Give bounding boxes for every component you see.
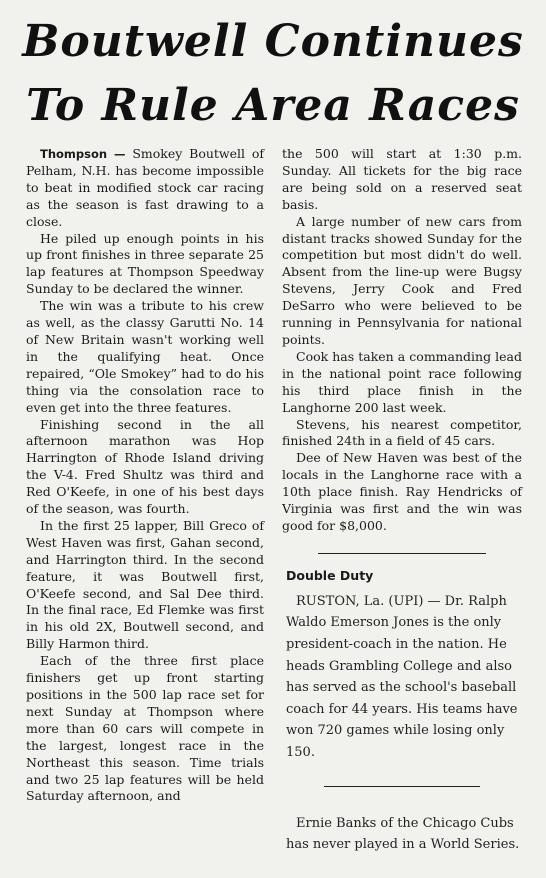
article-paragraph-2: He piled up enough points in his up front finishes in three separate 25 lap features at Thompson Speedway Sunday to be declared the winner. — [26, 230, 264, 297]
article-paragraph-8: A large number of new cars from distant tracks showed Sunday for the competition but most didn't do well. Absent from the line-up were Bugsy Stevens, Jerry Cook and Fred DeSarro who were believed to be running in Pennsylvania for national points. — [282, 213, 522, 347]
left-column — [26, 146, 264, 805]
article-paragraph-6: Each of the three first place finishers get up front starting positions in the 500 lap race set for next Sunday at Thompson where more than 60 cars will compete in the largest, longest race in the Northeast this season. Time trials and two 25 lap features will be held Saturday afternoon, and — [26, 653, 264, 804]
paragraph-text: Smokey Boutwell of Pelham, N.H. has become impossible to beat in modified stock car racing as the season is fast drawing to a close. — [26, 146, 265, 229]
article-paragraph-1 — [26, 146, 264, 231]
banks-note: Ernie Banks of the Chicago Cubs has never played in a World Series. — [286, 815, 520, 853]
article-paragraph-9: Cook has taken a commanding lead in the national point race following his third place finish in the Langhorne 200 last week. — [282, 348, 522, 415]
double-duty-body: RUSTON, La. (UPI) — Dr. Ralph Waldo Emerson Jones is the only president-coach in the nation. He heads Grambling College and also has served as the school's baseball coach for 44 years. His teams have won 720 games while losing only 150. — [286, 593, 518, 760]
article-paragraph-10: Stevens, his nearest competitor, finished 24th in a field of 45 cars. — [282, 416, 522, 449]
article-paragraph-4: Finishing second in the all afternoon marathon was Hop Harrington of Rhode Island driving the V-4. Fred Shultz was third and Red O'Keefe, in one of his best days of the season, was fourth. — [26, 416, 264, 517]
article-paragraph-7: the 500 will start at 1:30 p.m. Sunday. All tickets for the big race are being sold on a reserved seat basis. — [282, 146, 522, 212]
headline-line-2: To Rule Area Races — [26, 80, 520, 131]
headline — [0, 10, 546, 138]
dateline: Thompson — — [40, 147, 133, 161]
headline-line-1: Boutwell Continues — [22, 16, 524, 67]
right-column — [282, 146, 522, 856]
article-paragraph-5: In the first 25 lapper, Bill Greco of West Haven was first, Gahan second, and Harrington third. In the second feature, it was Boutwell first, O'Keefe second, and Sal Dee third. In the final race, Ed Flemke was first in his old 2X, Boutwell second, and Billy Harmon third. — [26, 517, 264, 652]
section-divider-2 — [324, 786, 480, 787]
section-divider — [318, 553, 486, 554]
article-paragraph-11: Dee of New Haven was best of the locals in the Langhorne race with a 10th place finish. Ray Hendricks of Virginia was first and the win was good for $8,000. — [282, 450, 522, 533]
article-paragraph-3: The win was a tribute to his crew as well, as the classy Garutti No. 14 of New Britain wasn't working well in the qualifying heat. Once repaired, “Ole Smokey” had to do his thing via the consolation race to even get into the three features. — [26, 298, 264, 415]
double-duty-heading: Double Duty — [286, 567, 374, 583]
